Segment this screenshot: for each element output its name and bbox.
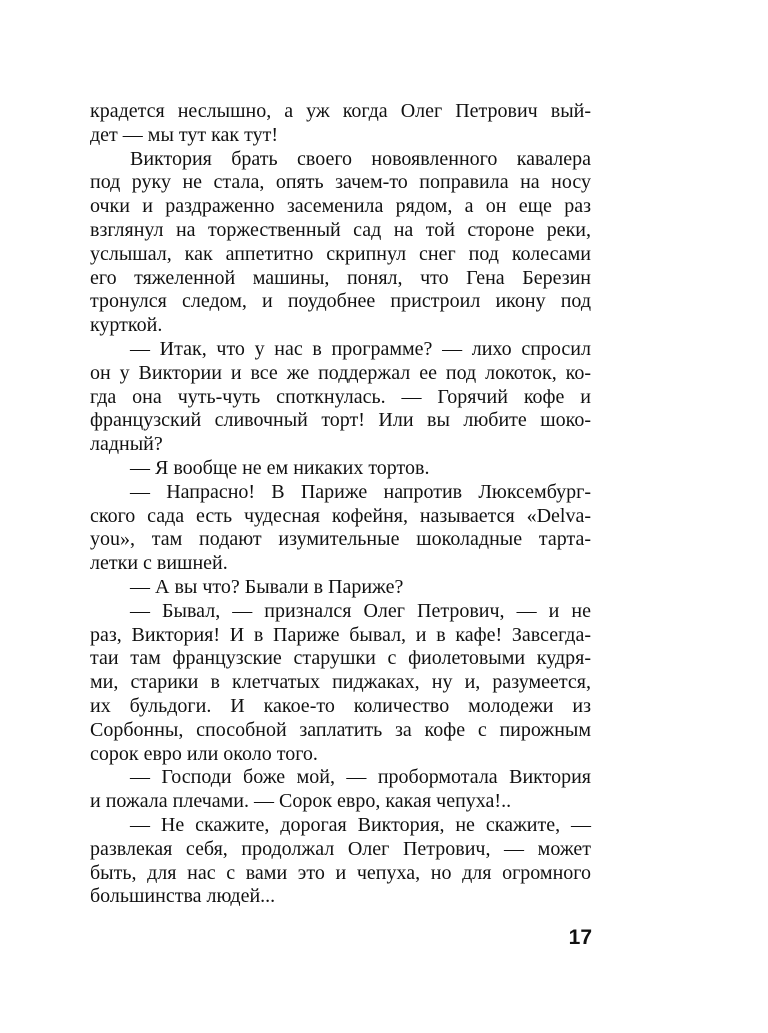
text-line: you», там подают изумительные шоколадные тарта- bbox=[90, 528, 591, 551]
text-line: летки с вишней. bbox=[90, 552, 228, 575]
text-line: очки и раздраженно засеменила рядом, а он еще раз bbox=[90, 195, 591, 218]
text-line: — Не скажите, дорогая Виктория, не скажите, — bbox=[130, 813, 591, 836]
text-line: их бульдоги. И какое-то количество молодежи из bbox=[90, 694, 591, 717]
text-line: курткой. bbox=[90, 314, 163, 337]
text-line: ми, старики в клетчатых пиджаках, ну и, разумеется, bbox=[90, 671, 591, 694]
text-line: Сорбонны, способной заплатить за кофе с пирожным bbox=[90, 718, 591, 741]
text-line: тронулся следом, и поудобнее пристроил икону под bbox=[90, 290, 591, 313]
text-line: под руку не стала, опять зачем-то поправила на носу bbox=[90, 171, 591, 194]
text-line: — Итак, что у нас в программе? — лихо спросил bbox=[130, 337, 591, 360]
text-line: развлекая себя, продолжал Олег Петрович, — может bbox=[90, 837, 591, 860]
text-line: он у Виктории и все же поддержал ее под локоток, ко- bbox=[90, 361, 591, 384]
text-line: взглянул на торжественный сад на той стороне реки, bbox=[90, 218, 591, 241]
text-line: услышал, как аппетитно скрипнул снег под колесами bbox=[90, 242, 591, 265]
text-line: быть, для нас с вами это и чепуха, но для огромного bbox=[90, 861, 591, 884]
text-line: — Господи боже мой, — пробормотала Виктория bbox=[130, 766, 591, 789]
text-line: — Я вообще не ем никаких тортов. bbox=[130, 456, 430, 479]
text-line: большинства людей... bbox=[90, 885, 276, 908]
text-line: — Бывал, — признался Олег Петрович, — и не bbox=[130, 599, 591, 622]
text-line: — Напрасно! В Париже напротив Люксембург- bbox=[130, 480, 591, 503]
text-line: ского сада есть чудесная кофейня, называется «Delva- bbox=[90, 504, 591, 527]
text-line: французский сливочный торт! Или вы любите шоко- bbox=[90, 409, 591, 432]
body-text bbox=[90, 100, 591, 909]
text-line: и пожала плечами. — Сорок евро, какая чепуха!.. bbox=[90, 790, 512, 813]
text-line: дет — мы тут как тут! bbox=[90, 123, 278, 146]
text-line: раз, Виктория! И в Париже бывал, и в кафе! Завсегда- bbox=[90, 623, 591, 646]
text-line: — А вы что? Бывали в Париже? bbox=[130, 575, 404, 598]
text-line: таи там французские старушки с фиолетовыми кудря- bbox=[90, 647, 591, 670]
text-line: его тяжеленной машины, понял, что Гена Березин bbox=[90, 266, 591, 289]
text-line: сорок евро или около того. bbox=[90, 742, 318, 765]
text-line: ладный? bbox=[90, 433, 163, 456]
text-line: Виктория брать своего новоявленного кавалера bbox=[130, 147, 591, 170]
text-line: крадется неслышно, а уж когда Олег Петрович вый- bbox=[90, 100, 591, 122]
page-number: 17 bbox=[568, 926, 592, 949]
text-line: гда она чуть-чуть споткнулась. — Горячий кофе и bbox=[90, 385, 591, 408]
